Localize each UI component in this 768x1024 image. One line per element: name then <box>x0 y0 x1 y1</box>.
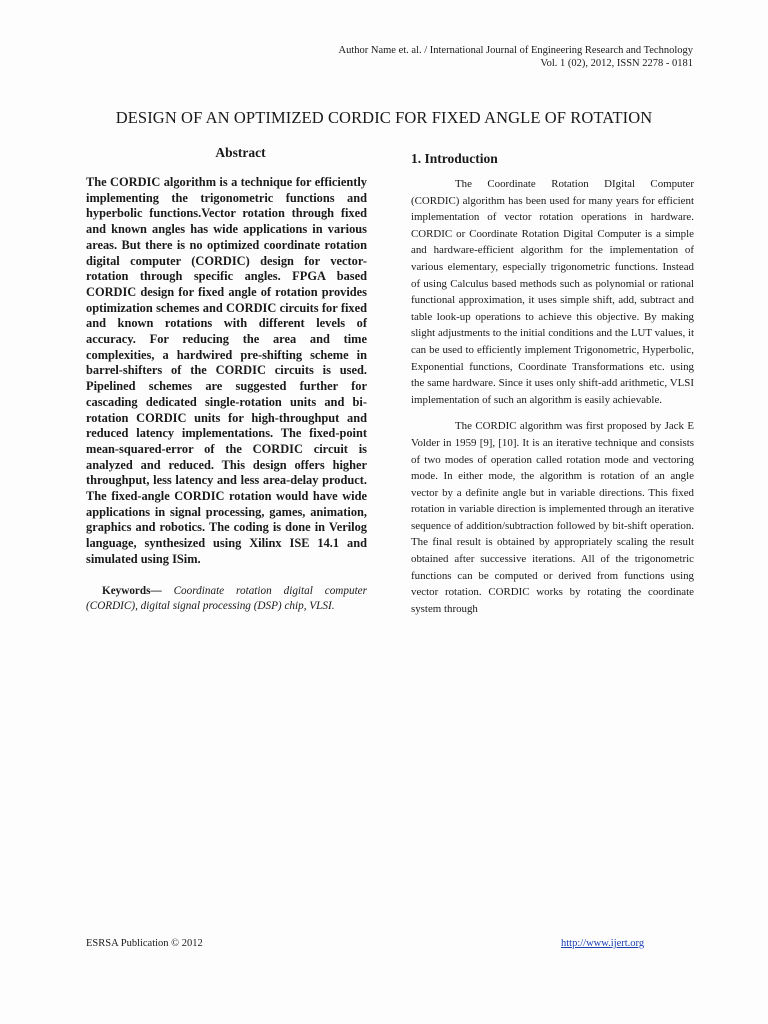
keywords <box>86 584 367 615</box>
left-column <box>86 145 367 615</box>
paper-title: DESIGN OF AN OPTIMIZED CORDIC FOR FIXED ANGLE OF ROTATION <box>115 108 653 127</box>
keywords-label: Keywords— <box>102 584 162 597</box>
footer-publisher: ESRSA Publication © 2012 <box>86 938 203 949</box>
footer-website-link[interactable]: http://www.ijert.org <box>561 938 645 949</box>
running-header <box>339 44 694 70</box>
introduction-paragraph-1: The Coordinate Rotation DIgital Computer (CORDIC) algorithm has been used for many years for efficient implementation of vector rotation operations in hardware. CORDIC or Coordinate Rotation Digital Computer is a simple and hardware-efficient algorithm for the implementation of various elementary, especially trigonometric functions. Instead of using Calculus based methods such as polynomial or rational functional approximation, it uses simple shift, add, subtract and table look-up operations to achieve this objective. By making slight adjustments to the initial conditions and the LUT values, it can be used to efficiently implement Trigonometric, Hyperbolic, Exponential functions, Coordinate Transformations etc. using the same hardware. Since it uses only shift-add arithmetic, VLSI implementation of such an algorithm is easily achievable. <box>411 178 694 406</box>
right-column <box>411 151 694 617</box>
introduction-heading: 1. Introduction <box>411 151 498 166</box>
abstract-body: The CORDIC algorithm is a technique for efficiently implementing the trigonometric functions and hyperbolic functions.Vector rotation through fixed and known angles has wide applications in various areas. But there is no optimized coordinate rotation digital computer (CORDIC) design for vector-rotation through specific angles. FPGA based CORDIC design for fixed angle of rotation provides optimization schemes and CORDIC circuits for fixed and known rotations with different levels of accuracy. For reducing the area and time complexities, a hardwired pre-shifting scheme in barrel-shifters of the CORDIC circuits is used. Pipelined schemes are suggested further for cascading dedicated single-rotation units and bi-rotation CORDIC units for high-throughput and reduced latency implementations. The fixed-point mean-squared-error of the CORDIC circuit is analyzed and reduced. This design offers higher throughput, less latency and less area-delay product. The fixed-angle CORDIC rotation would have wide applications in signal processing, games, animation, graphics and robotics. The coding is done in Verilog language, synthesized using Xilinx ISE 14.1 and simulated using ISim. <box>86 175 367 566</box>
header-volume-line: Vol. 1 (02), 2012, ISSN 2278 - 0181 <box>540 58 693 69</box>
introduction-paragraph-2: The CORDIC algorithm was first proposed by Jack E Volder in 1959 [9], [10]. It is an iterative technique and consists of two modes of operation called rotation mode and vectoring mode. In either mode, the algorithm is rotation of an angle vector by a definite angle but in variable directions. This fixed rotation in variable direction is implemented through an iterative sequence of addition/subtraction followed by bit-shift operation. The final result is obtained by appropriately scaling the result obtained after successive iterations. All of the trigonometric functions can be computed or derived from functions using vector rotation. CORDIC works by rotating the coordinate system through <box>411 420 694 615</box>
keywords-text: Coordinate rotation digital computer (CORDIC), digital signal processing (DSP) chip, VLSI. <box>86 584 367 613</box>
abstract-heading: Abstract <box>215 145 266 160</box>
header-journal-line: Author Name et. al. / International Journal of Engineering Research and Technology <box>338 45 693 56</box>
